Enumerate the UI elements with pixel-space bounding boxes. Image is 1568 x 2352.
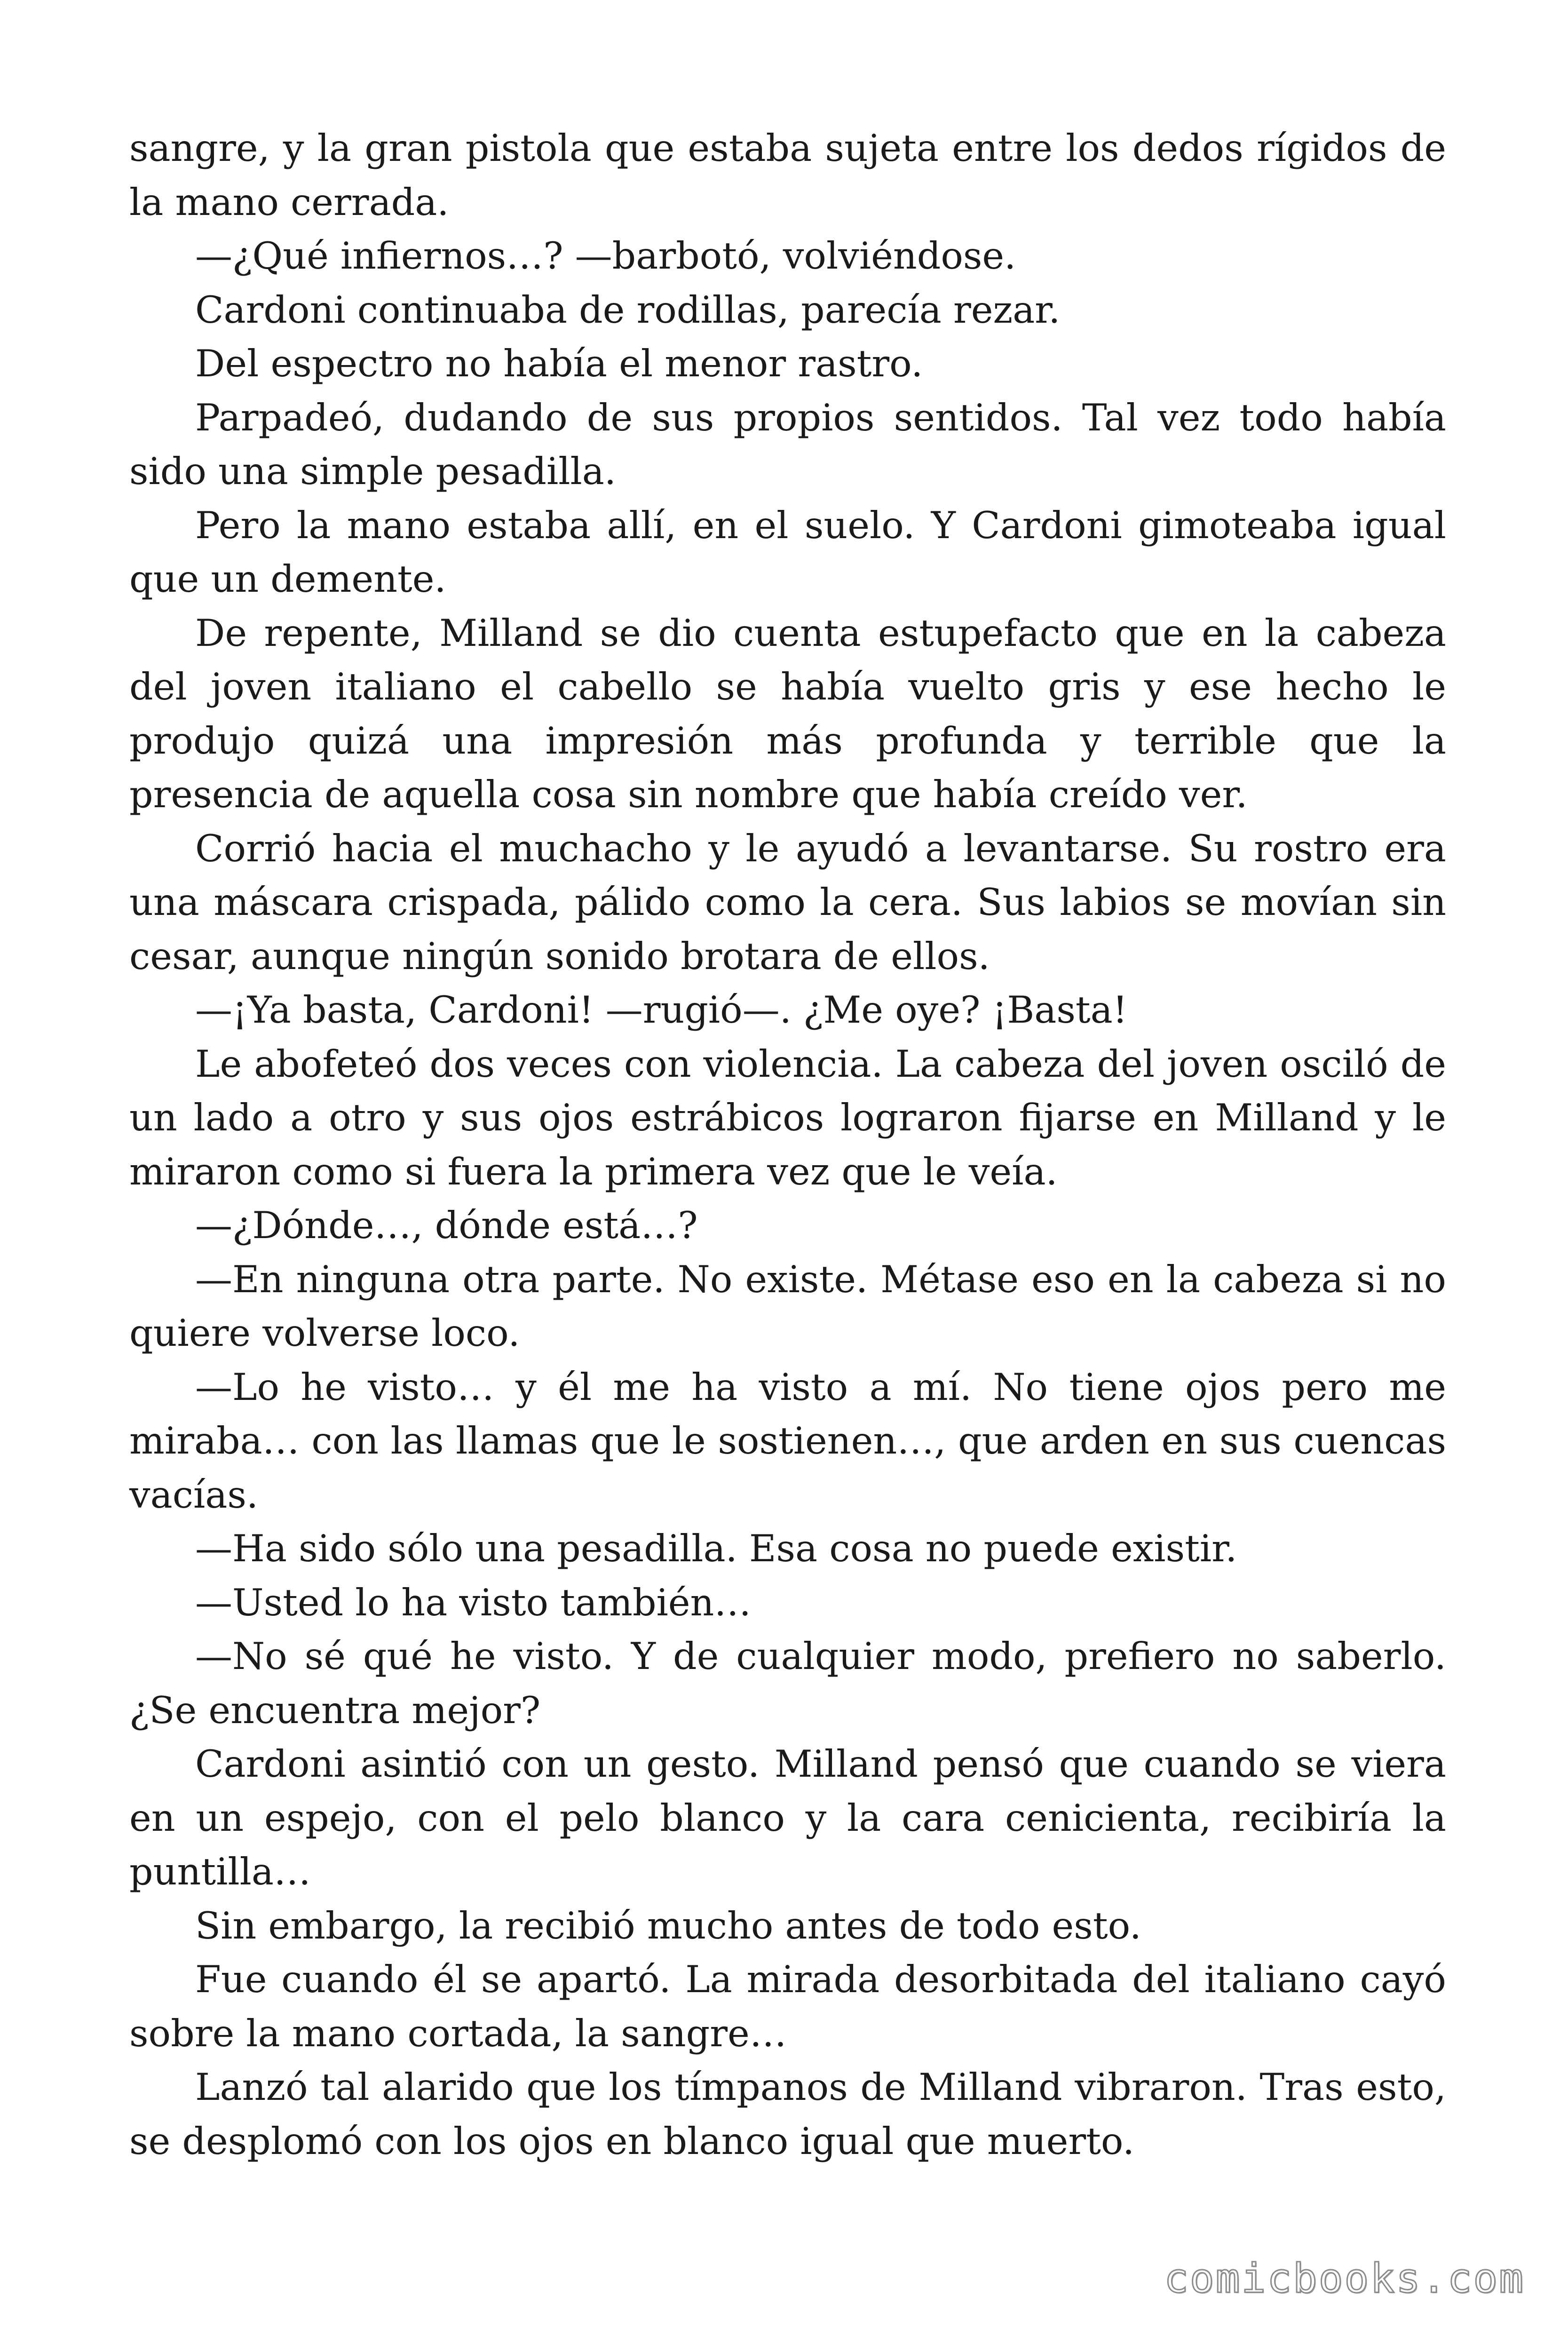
paragraph: —Usted lo ha visto también… <box>195 1581 752 1624</box>
watermark: comicbooks.com <box>1164 2255 1525 2302</box>
paragraph: Cardoni continuaba de rodillas, parecía rezar. <box>195 288 1061 332</box>
paragraph: —¿Qué infiernos…? —barbotó, volviéndose. <box>195 234 1016 278</box>
paragraph: —No sé qué he visto. Y de cualquier modo, prefiero no saberlo. ¿Se encuentra mejor? <box>129 1635 1446 1732</box>
paragraph: —Ha sido sólo una pesadilla. Esa cosa no puede existir. <box>195 1527 1237 1570</box>
paragraph: —¡Ya basta, Cardoni! —rugió—. ¿Me oye? ¡Basta! <box>195 988 1128 1032</box>
paragraph: —Lo he visto… y él me ha visto a mí. No tiene ojos pero me miraba… con las llamas que le sostienen…, que arden en sus cuencas vacías. <box>129 1365 1446 1517</box>
paragraph: Del espectro no había el menor rastro. <box>195 342 923 385</box>
paragraph: Fue cuando él se apartó. La mirada desorbitada del italiano cayó sobre la mano cortada, la sangre… <box>129 1958 1446 2055</box>
paragraph: Sin embargo, la recibió mucho antes de todo esto. <box>195 1904 1141 1947</box>
paragraph: Cardoni asintió con un gesto. Milland pensó que cuando se viera en un espejo, con el pelo blanco y la cara cenicienta, recibiría la puntilla… <box>129 1742 1446 1893</box>
page-body <box>129 121 1446 2168</box>
paragraph: Pero la mano estaba allí, en el suelo. Y Cardoni gimoteaba igual que un demente. <box>129 503 1446 601</box>
paragraph: Parpadeó, dudando de sus propios sentidos. Tal vez todo había sido una simple pesadilla. <box>129 396 1446 493</box>
paragraph: De repente, Milland se dio cuenta estupefacto que en la cabeza del joven italiano el cabello se había vuelto gris y ese hecho le produjo quizá una impresión más profunda y terrible que la presencia de aquella cosa sin nombre que había creído ver. <box>129 611 1446 816</box>
paragraph: Le abofeteó dos veces con violencia. La cabeza del joven osciló de un lado a otro y sus ojos estrábicos lograron fijarse en Milland y le miraron como si fuera la primera vez que le veía. <box>129 1042 1446 1193</box>
paragraph: —¿Dónde…, dónde está…? <box>195 1204 698 1247</box>
paragraph: Lanzó tal alarido que los tímpanos de Milland vibraron. Tras esto, se desplomó con los ojos en blanco igual que muerto. <box>129 2066 1446 2163</box>
paragraph: Corrió hacia el muchacho y le ayudó a levantarse. Su rostro era una máscara crispada, pálido como la cera. Sus labios se movían sin cesar, aunque ningún sonido brotara de ellos. <box>129 826 1446 978</box>
paragraph: sangre, y la gran pistola que estaba sujeta entre los dedos rígidos de la mano cerrada. <box>129 127 1446 224</box>
paragraph: —En ninguna otra parte. No existe. Métase eso en la cabeza si no quiere volverse loco. <box>129 1257 1446 1355</box>
